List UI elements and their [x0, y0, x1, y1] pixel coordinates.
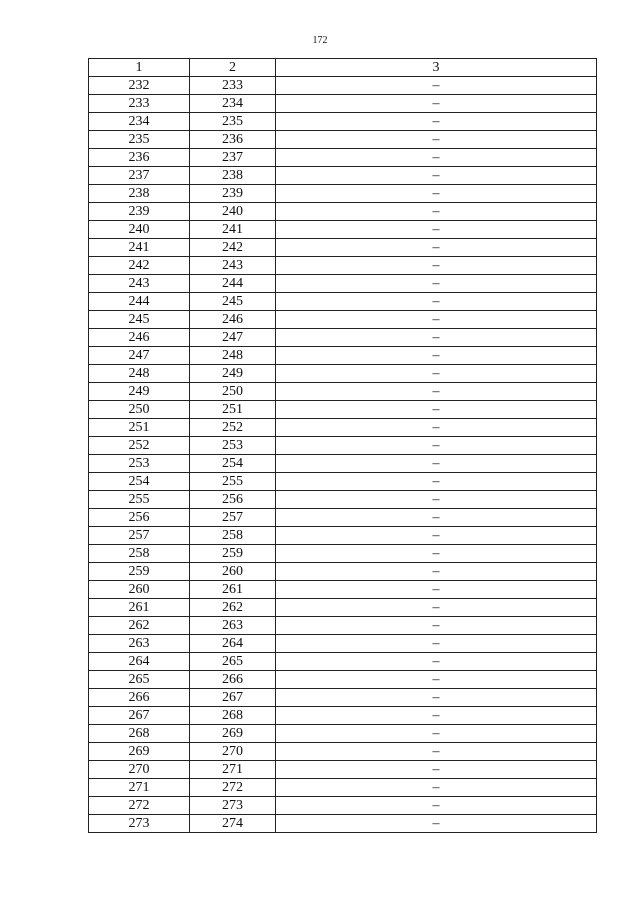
table-cell-col-2: 267: [190, 689, 276, 707]
table-cell-col-2: 239: [190, 185, 276, 203]
table-cell-col-3: –: [276, 167, 597, 185]
table-cell-col-2: 250: [190, 383, 276, 401]
table-row: [89, 113, 597, 131]
table-cell-col-2: 261: [190, 581, 276, 599]
table-cell-col-3: –: [276, 761, 597, 779]
table-cell-col-3: –: [276, 437, 597, 455]
table-row: [89, 689, 597, 707]
table-cell-col-3: –: [276, 365, 597, 383]
table-row: [89, 149, 597, 167]
table-cell-col-1: 243: [89, 275, 190, 293]
table-row: [89, 617, 597, 635]
table-cell-col-3: –: [276, 617, 597, 635]
table-cell-col-2: 235: [190, 113, 276, 131]
table-cell-col-2: 254: [190, 455, 276, 473]
table-cell-col-2: 238: [190, 167, 276, 185]
column-header-1: 1: [89, 59, 190, 77]
table-row: [89, 581, 597, 599]
table-cell-col-2: 273: [190, 797, 276, 815]
table-row: [89, 131, 597, 149]
table-cell-col-2: 259: [190, 545, 276, 563]
table-cell-col-2: 246: [190, 311, 276, 329]
table-cell-col-3: –: [276, 707, 597, 725]
table-row: [89, 311, 597, 329]
table-row: [89, 239, 597, 257]
table-cell-col-1: 273: [89, 815, 190, 833]
table-cell-col-3: –: [276, 509, 597, 527]
table-cell-col-2: 236: [190, 131, 276, 149]
table-cell-col-2: 264: [190, 635, 276, 653]
table-cell-col-2: 251: [190, 401, 276, 419]
table-row: [89, 95, 597, 113]
table-cell-col-2: 266: [190, 671, 276, 689]
table-cell-col-1: 271: [89, 779, 190, 797]
table-cell-col-1: 258: [89, 545, 190, 563]
table-cell-col-1: 270: [89, 761, 190, 779]
table-row: [89, 725, 597, 743]
table-cell-col-1: 262: [89, 617, 190, 635]
table-cell-col-1: 241: [89, 239, 190, 257]
table-row: [89, 365, 597, 383]
table-cell-col-2: 269: [190, 725, 276, 743]
table-row: [89, 437, 597, 455]
table-cell-col-1: 247: [89, 347, 190, 365]
table-row: [89, 653, 597, 671]
table-cell-col-3: –: [276, 599, 597, 617]
table-cell-col-1: 248: [89, 365, 190, 383]
table-cell-col-3: –: [276, 347, 597, 365]
table-cell-col-2: 262: [190, 599, 276, 617]
table-cell-col-2: 258: [190, 527, 276, 545]
table-cell-col-2: 244: [190, 275, 276, 293]
table-row: [89, 545, 597, 563]
table-cell-col-2: 253: [190, 437, 276, 455]
table-cell-col-2: 265: [190, 653, 276, 671]
table-cell-col-3: –: [276, 311, 597, 329]
table-row: [89, 635, 597, 653]
table-cell-col-1: 245: [89, 311, 190, 329]
table-cell-col-2: 233: [190, 77, 276, 95]
table-cell-col-1: 265: [89, 671, 190, 689]
table-cell-col-1: 246: [89, 329, 190, 347]
table-cell-col-3: –: [276, 203, 597, 221]
table-cell-col-3: –: [276, 689, 597, 707]
table-cell-col-2: 268: [190, 707, 276, 725]
table-row: [89, 77, 597, 95]
table-row: [89, 275, 597, 293]
table-cell-col-3: –: [276, 113, 597, 131]
table-row: [89, 347, 597, 365]
table-cell-col-3: –: [276, 545, 597, 563]
table-row: [89, 473, 597, 491]
table-cell-col-1: 250: [89, 401, 190, 419]
table-cell-col-3: –: [276, 743, 597, 761]
table-cell-col-2: 256: [190, 491, 276, 509]
table-row: [89, 167, 597, 185]
table-row: [89, 599, 597, 617]
table-cell-col-3: –: [276, 797, 597, 815]
table-row: [89, 455, 597, 473]
table-row: [89, 221, 597, 239]
table-cell-col-3: –: [276, 563, 597, 581]
table-cell-col-1: 269: [89, 743, 190, 761]
table-cell-col-3: –: [276, 329, 597, 347]
table-cell-col-1: 256: [89, 509, 190, 527]
table-cell-col-3: –: [276, 635, 597, 653]
table-cell-col-3: –: [276, 275, 597, 293]
table-cell-col-1: 264: [89, 653, 190, 671]
table-cell-col-3: –: [276, 455, 597, 473]
table-cell-col-3: –: [276, 725, 597, 743]
table-cell-col-3: –: [276, 257, 597, 275]
table-row: [89, 293, 597, 311]
table-cell-col-2: 255: [190, 473, 276, 491]
table-cell-col-2: 252: [190, 419, 276, 437]
table-cell-col-1: 268: [89, 725, 190, 743]
table-cell-col-3: –: [276, 383, 597, 401]
table-body: [89, 77, 597, 833]
table-row: [89, 383, 597, 401]
table-cell-col-1: 252: [89, 437, 190, 455]
table-cell-col-1: 233: [89, 95, 190, 113]
table-cell-col-1: 267: [89, 707, 190, 725]
table-cell-col-2: 271: [190, 761, 276, 779]
table-cell-col-3: –: [276, 95, 597, 113]
table-cell-col-3: –: [276, 779, 597, 797]
table-cell-col-1: 249: [89, 383, 190, 401]
table-row: [89, 707, 597, 725]
table-row: [89, 185, 597, 203]
table-cell-col-3: –: [276, 653, 597, 671]
table-cell-col-1: 235: [89, 131, 190, 149]
table-cell-col-2: 247: [190, 329, 276, 347]
header-row: [89, 59, 597, 77]
table-cell-col-2: 260: [190, 563, 276, 581]
table-cell-col-2: 249: [190, 365, 276, 383]
table-cell-col-2: 263: [190, 617, 276, 635]
table-cell-col-1: 266: [89, 689, 190, 707]
table-cell-col-3: –: [276, 491, 597, 509]
table-row: [89, 815, 597, 833]
table-row: [89, 329, 597, 347]
table-cell-col-1: 255: [89, 491, 190, 509]
table-cell-col-1: 272: [89, 797, 190, 815]
table-cell-col-2: 248: [190, 347, 276, 365]
table-cell-col-3: –: [276, 185, 597, 203]
table-row: [89, 779, 597, 797]
table-cell-col-2: 272: [190, 779, 276, 797]
table-cell-col-1: 238: [89, 185, 190, 203]
table-row: [89, 509, 597, 527]
table-cell-col-1: 237: [89, 167, 190, 185]
table-cell-col-1: 254: [89, 473, 190, 491]
table-cell-col-3: –: [276, 131, 597, 149]
table-cell-col-3: –: [276, 221, 597, 239]
column-header-3: 3: [276, 59, 597, 77]
table-cell-col-2: 257: [190, 509, 276, 527]
table-cell-col-3: –: [276, 239, 597, 257]
table-row: [89, 743, 597, 761]
table-row: [89, 401, 597, 419]
table-cell-col-1: 259: [89, 563, 190, 581]
table-cell-col-3: –: [276, 77, 597, 95]
table-cell-col-1: 236: [89, 149, 190, 167]
table-cell-col-3: –: [276, 527, 597, 545]
table-cell-col-1: 239: [89, 203, 190, 221]
table-cell-col-1: 232: [89, 77, 190, 95]
table-cell-col-3: –: [276, 473, 597, 491]
table-cell-col-1: 261: [89, 599, 190, 617]
table-cell-col-3: –: [276, 671, 597, 689]
table-row: [89, 671, 597, 689]
table-row: [89, 563, 597, 581]
table-cell-col-3: –: [276, 293, 597, 311]
data-table: [88, 58, 597, 833]
table-cell-col-1: 242: [89, 257, 190, 275]
table-cell-col-2: 237: [190, 149, 276, 167]
table-cell-col-3: –: [276, 149, 597, 167]
table-cell-col-2: 242: [190, 239, 276, 257]
table-row: [89, 203, 597, 221]
table-cell-col-1: 263: [89, 635, 190, 653]
table-cell-col-1: 251: [89, 419, 190, 437]
table-cell-col-2: 243: [190, 257, 276, 275]
table-cell-col-1: 244: [89, 293, 190, 311]
table-cell-col-1: 240: [89, 221, 190, 239]
table-cell-col-3: –: [276, 401, 597, 419]
table-row: [89, 761, 597, 779]
table-cell-col-1: 234: [89, 113, 190, 131]
table-cell-col-2: 274: [190, 815, 276, 833]
table-row: [89, 257, 597, 275]
table-cell-col-1: 260: [89, 581, 190, 599]
table-row: [89, 491, 597, 509]
table-cell-col-3: –: [276, 815, 597, 833]
table-cell-col-2: 234: [190, 95, 276, 113]
table-cell-col-1: 253: [89, 455, 190, 473]
table-cell-col-3: –: [276, 581, 597, 599]
table-cell-col-2: 241: [190, 221, 276, 239]
table-row: [89, 797, 597, 815]
table-cell-col-3: –: [276, 419, 597, 437]
page-number: 172: [312, 35, 328, 46]
table-cell-col-2: 245: [190, 293, 276, 311]
table-row: [89, 527, 597, 545]
table-header: [89, 59, 597, 77]
column-header-2: 2: [190, 59, 276, 77]
table-cell-col-1: 257: [89, 527, 190, 545]
table-cell-col-2: 270: [190, 743, 276, 761]
table-row: [89, 419, 597, 437]
table-cell-col-2: 240: [190, 203, 276, 221]
